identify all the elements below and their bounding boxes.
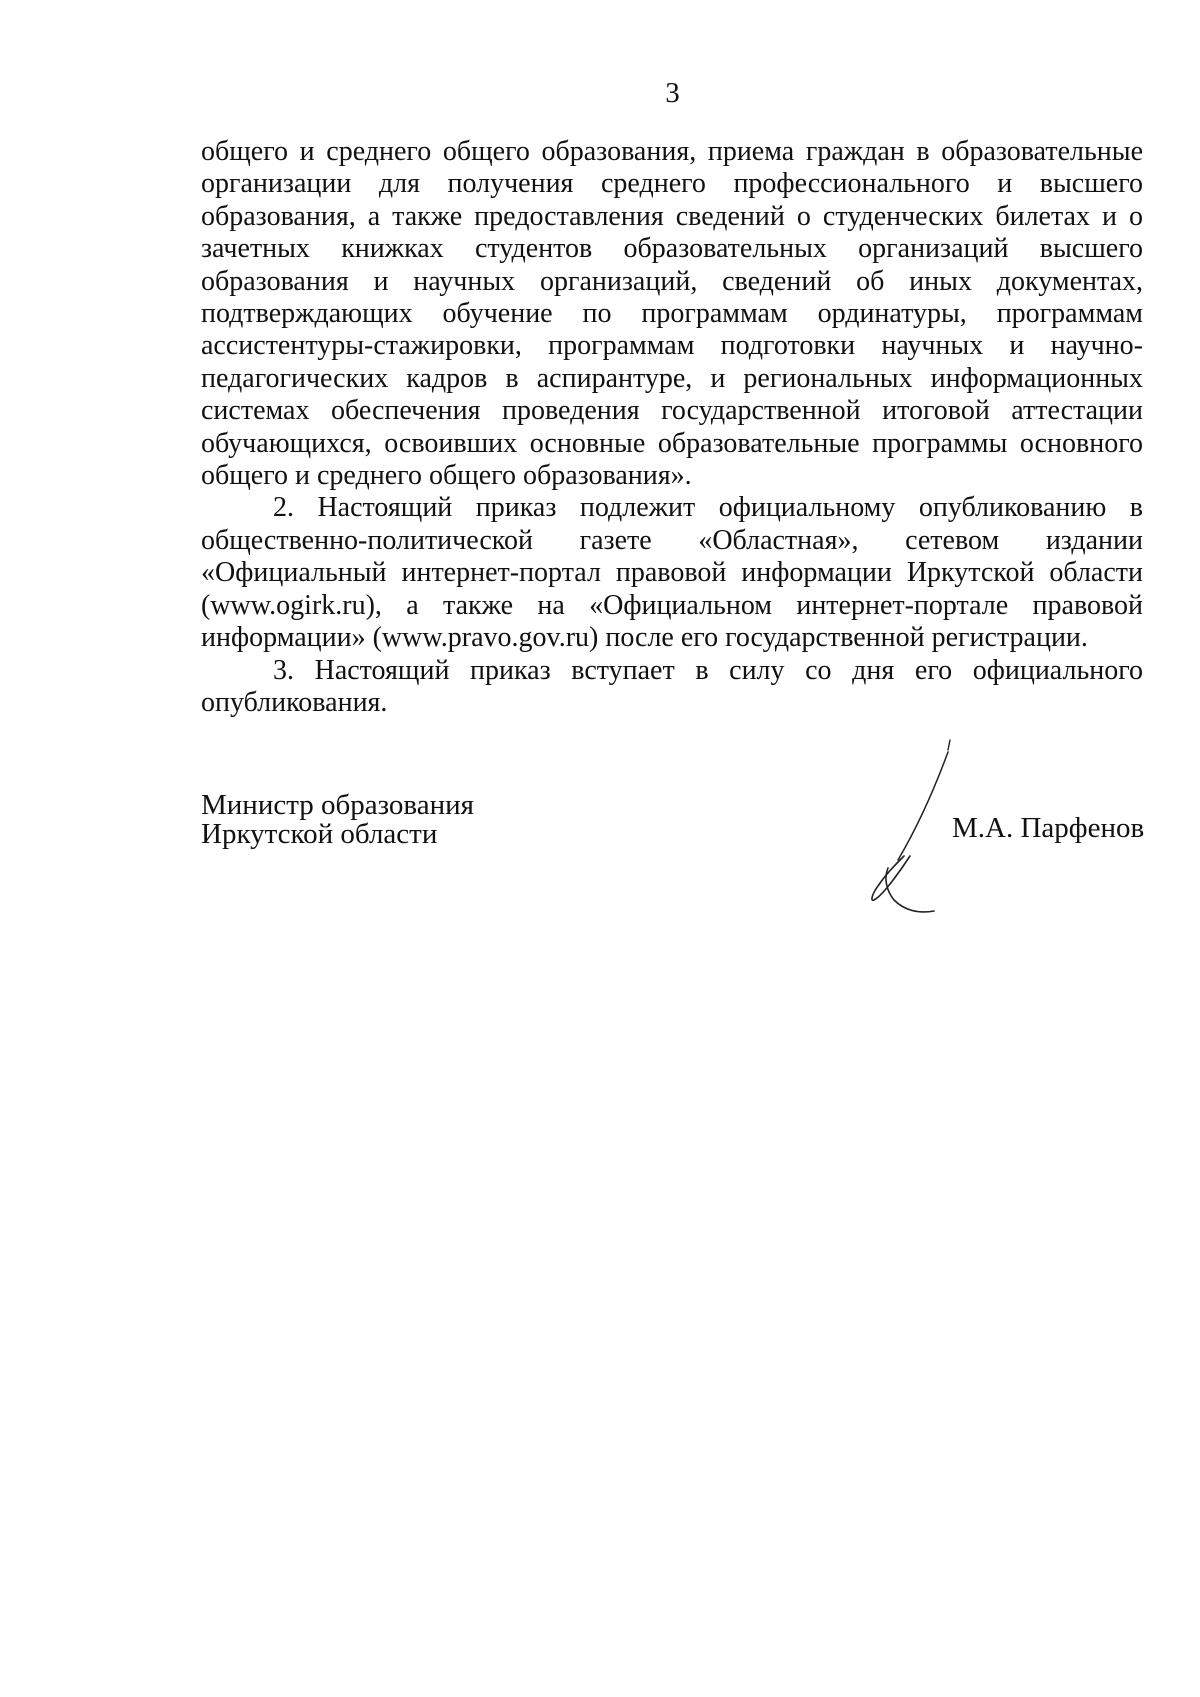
page-number: 3 xyxy=(665,77,680,109)
signatory-position-line-1: Министр образования xyxy=(201,789,474,821)
paragraph-effective-date: 3. Настоящий приказ вступает в силу со дня его официального опубликования. xyxy=(201,654,1143,718)
signatory-position-line-2: Иркутской области xyxy=(201,818,438,850)
paragraph-publication: 2. Настоящий приказ подлежит официальному опубликованию в общественно-политической газете «Областная», сетевом издании «Официальный интернет-портал правовой информации Иркутской области (www.ogirk.ru), а также на «Официальном интернет-портале правовой информации» (www.pravo.gov.ru) после его государственной регистрации. xyxy=(201,492,1143,654)
signatory-position xyxy=(201,791,474,849)
paragraph-continuation: общего и среднего общего образования, приема граждан в образовательные организации для получения среднего профессионального и высшего образования, а также предоставления сведений о студенческих билетах и о зачетных книжках студентов образовательных организаций высшего образования и научных организаций, сведений об иных документах, подтверждающих обучение по программам ординатуры, программам ассистентуры-стажировки, программам подготовки научных и научно-педагогических кадров в аспирантуре, и региональных информационных системах обеспечения проведения государственной итоговой аттестации обучающихся, освоивших основные образовательные программы основного общего и среднего общего образования». xyxy=(201,136,1143,492)
handwritten-signature xyxy=(838,738,958,928)
signatory-name: М.А. Парфенов xyxy=(952,812,1145,844)
document-body xyxy=(201,136,1143,719)
